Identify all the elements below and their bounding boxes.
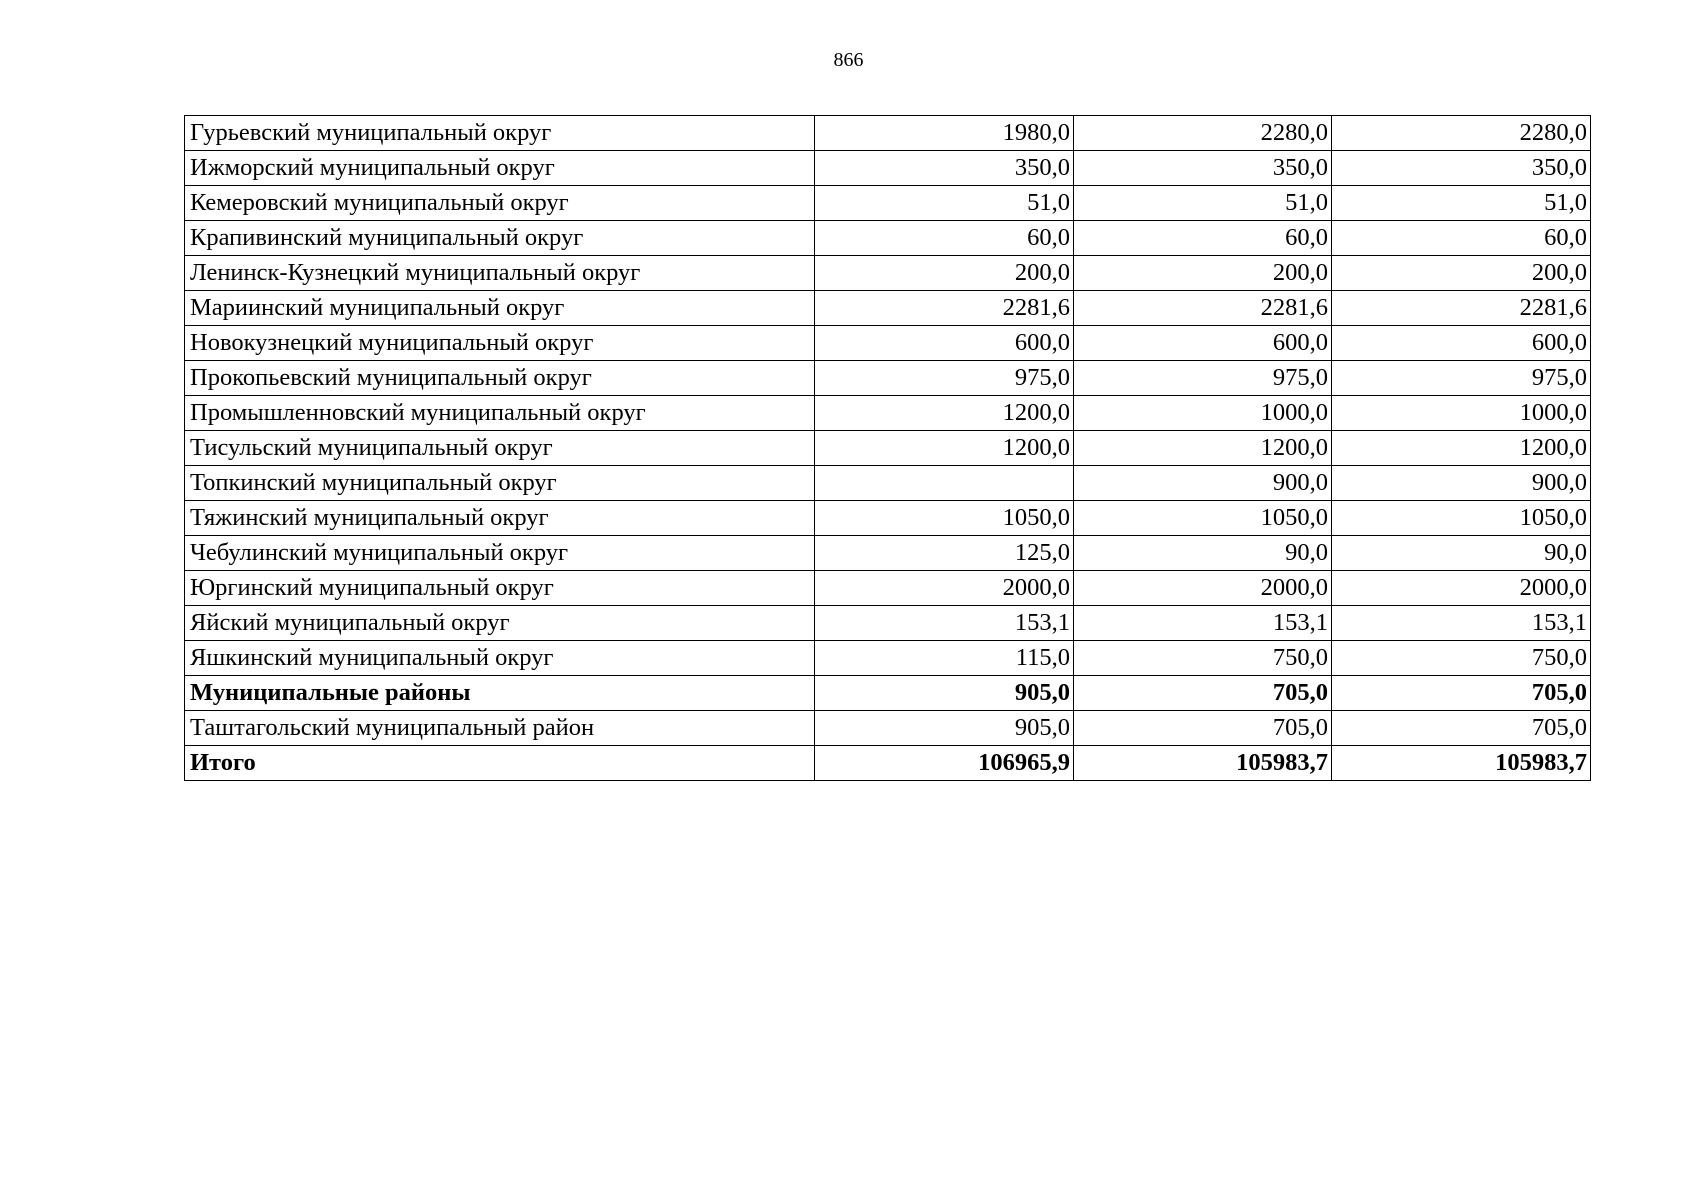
table-row <box>185 291 1591 326</box>
value-cell-col-3: 51,0 <box>1332 186 1591 221</box>
value-cell-col-1: 350,0 <box>815 151 1074 186</box>
value-cell-col-2: 90,0 <box>1074 536 1332 571</box>
value-cell-col-1: 200,0 <box>815 256 1074 291</box>
table-row <box>185 501 1591 536</box>
value-cell-col-2: 1000,0 <box>1074 396 1332 431</box>
value-cell-col-1 <box>815 466 1074 501</box>
row-label: Ижморский муниципальный округ <box>185 151 815 186</box>
value-cell-col-2: 350,0 <box>1074 151 1332 186</box>
value-cell-col-1: 1980,0 <box>815 116 1074 151</box>
table-row <box>185 186 1591 221</box>
value-cell-col-1: 1050,0 <box>815 501 1074 536</box>
data-table <box>184 115 1591 781</box>
value-cell-col-3: 90,0 <box>1332 536 1591 571</box>
row-label: Яйский муниципальный округ <box>185 606 815 641</box>
value-cell-col-1: 1200,0 <box>815 396 1074 431</box>
value-cell-col-3: 900,0 <box>1332 466 1591 501</box>
row-label: Промышленновский муниципальный округ <box>185 396 815 431</box>
value-cell-col-3: 2280,0 <box>1332 116 1591 151</box>
value-cell-col-1: 153,1 <box>815 606 1074 641</box>
value-cell-col-2: 1200,0 <box>1074 431 1332 466</box>
row-label: Чебулинский муниципальный округ <box>185 536 815 571</box>
value-cell-col-1: 2281,6 <box>815 291 1074 326</box>
value-cell-col-3: 1050,0 <box>1332 501 1591 536</box>
row-label: Крапивинский муниципальный округ <box>185 221 815 256</box>
row-label: Итого <box>185 746 815 781</box>
row-label: Юргинский муниципальный округ <box>185 571 815 606</box>
value-cell-col-2: 705,0 <box>1074 676 1332 711</box>
page-number: 866 <box>833 49 864 71</box>
value-cell-col-3: 705,0 <box>1332 676 1591 711</box>
table-row <box>185 326 1591 361</box>
value-cell-col-3: 750,0 <box>1332 641 1591 676</box>
table-row <box>185 571 1591 606</box>
row-label: Топкинский муниципальный округ <box>185 466 815 501</box>
value-cell-col-3: 2000,0 <box>1332 571 1591 606</box>
row-label: Мариинский муниципальный округ <box>185 291 815 326</box>
table-row <box>185 606 1591 641</box>
value-cell-col-3: 350,0 <box>1332 151 1591 186</box>
table-row <box>185 746 1591 781</box>
value-cell-col-3: 2281,6 <box>1332 291 1591 326</box>
table-body <box>185 116 1591 781</box>
value-cell-col-2: 750,0 <box>1074 641 1332 676</box>
table-row <box>185 396 1591 431</box>
row-label: Прокопьевский муниципальный округ <box>185 361 815 396</box>
table-row <box>185 676 1591 711</box>
row-label: Яшкинский муниципальный округ <box>185 641 815 676</box>
value-cell-col-3: 1200,0 <box>1332 431 1591 466</box>
value-cell-col-1: 115,0 <box>815 641 1074 676</box>
row-label: Тяжинский муниципальный округ <box>185 501 815 536</box>
value-cell-col-3: 153,1 <box>1332 606 1591 641</box>
value-cell-col-2: 600,0 <box>1074 326 1332 361</box>
row-label: Гурьевский муниципальный округ <box>185 116 815 151</box>
value-cell-col-1: 125,0 <box>815 536 1074 571</box>
value-cell-col-1: 905,0 <box>815 676 1074 711</box>
value-cell-col-1: 106965,9 <box>815 746 1074 781</box>
table-row <box>185 361 1591 396</box>
value-cell-col-3: 600,0 <box>1332 326 1591 361</box>
row-label: Муниципальные районы <box>185 676 815 711</box>
value-cell-col-1: 905,0 <box>815 711 1074 746</box>
table-row <box>185 641 1591 676</box>
row-label: Кемеровский муниципальный округ <box>185 186 815 221</box>
value-cell-col-1: 600,0 <box>815 326 1074 361</box>
value-cell-col-2: 705,0 <box>1074 711 1332 746</box>
table-row <box>185 151 1591 186</box>
value-cell-col-3: 1000,0 <box>1332 396 1591 431</box>
table-row <box>185 711 1591 746</box>
value-cell-col-3: 105983,7 <box>1332 746 1591 781</box>
value-cell-col-2: 60,0 <box>1074 221 1332 256</box>
table-row <box>185 221 1591 256</box>
row-label: Ленинск-Кузнецкий муниципальный округ <box>185 256 815 291</box>
value-cell-col-3: 60,0 <box>1332 221 1591 256</box>
row-label: Новокузнецкий муниципальный округ <box>185 326 815 361</box>
table-row <box>185 536 1591 571</box>
table-row <box>185 431 1591 466</box>
value-cell-col-1: 60,0 <box>815 221 1074 256</box>
value-cell-col-2: 2000,0 <box>1074 571 1332 606</box>
value-cell-col-2: 900,0 <box>1074 466 1332 501</box>
row-label: Тисульский муниципальный округ <box>185 431 815 466</box>
value-cell-col-2: 1050,0 <box>1074 501 1332 536</box>
value-cell-col-2: 153,1 <box>1074 606 1332 641</box>
value-cell-col-1: 2000,0 <box>815 571 1074 606</box>
value-cell-col-2: 2281,6 <box>1074 291 1332 326</box>
value-cell-col-1: 1200,0 <box>815 431 1074 466</box>
value-cell-col-2: 2280,0 <box>1074 116 1332 151</box>
value-cell-col-2: 105983,7 <box>1074 746 1332 781</box>
value-cell-col-3: 200,0 <box>1332 256 1591 291</box>
value-cell-col-1: 51,0 <box>815 186 1074 221</box>
value-cell-col-2: 51,0 <box>1074 186 1332 221</box>
value-cell-col-2: 975,0 <box>1074 361 1332 396</box>
table-row <box>185 116 1591 151</box>
row-label: Таштагольский муниципальный район <box>185 711 815 746</box>
table-row <box>185 466 1591 501</box>
value-cell-col-2: 200,0 <box>1074 256 1332 291</box>
table-row <box>185 256 1591 291</box>
value-cell-col-3: 705,0 <box>1332 711 1591 746</box>
value-cell-col-3: 975,0 <box>1332 361 1591 396</box>
value-cell-col-1: 975,0 <box>815 361 1074 396</box>
